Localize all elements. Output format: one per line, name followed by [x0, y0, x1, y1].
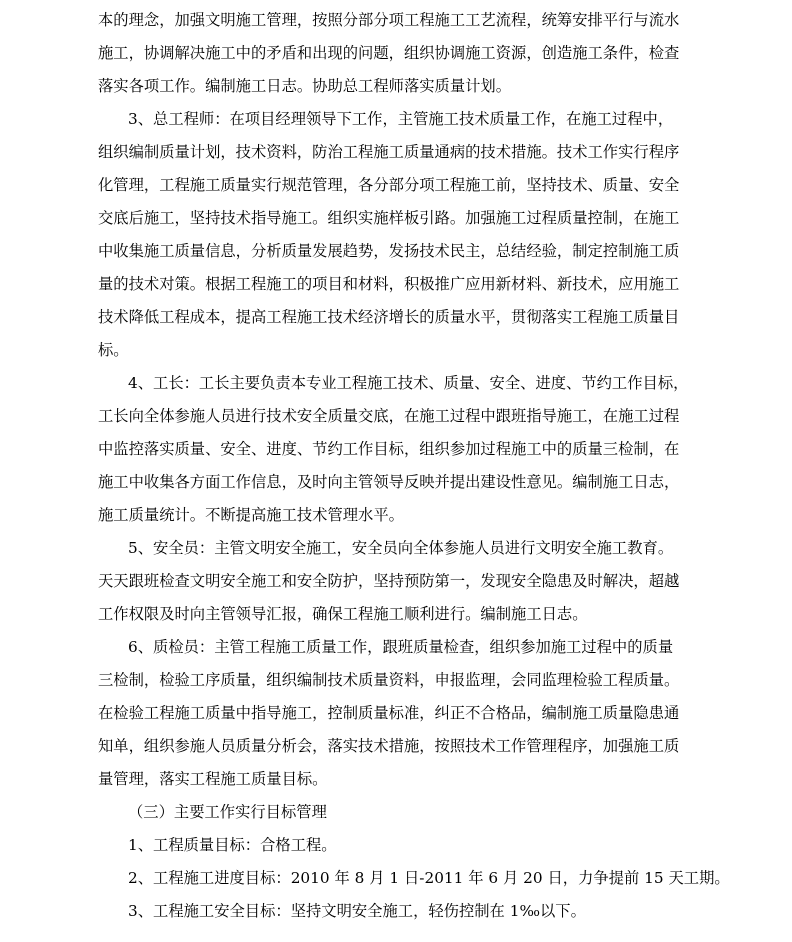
text-line: 在检验工程施工质量中指导施工，控制质量标准，纠正不合格品，编制施工质量隐患通 — [98, 704, 680, 722]
text-line: 5、安全员：主管文明安全施工，安全员向全体参施人员进行文明安全施工教育。 — [128, 539, 674, 557]
target-quality: 1、工程质量目标：合格工程。 — [128, 836, 337, 854]
text-line: 知单，组织参施人员质量分析会，落实技术措施，按照技术工作管理程序，加强施工质 — [98, 737, 680, 755]
text-line: 4、工长：工长主要负责本专业工程施工技术、质量、安全、进度、节约工作目标， — [128, 374, 689, 392]
text-line: 天天跟班检查文明安全施工和安全防护，坚持预防第一，发现安全隐患及时解决，超越 — [98, 572, 680, 590]
text-line: 3、总工程师：在项目经理领导下工作，主管施工技术质量工作，在施工过程中， — [128, 110, 674, 128]
text-line: 中收集施工质量信息，分析质量发展趋势，发扬技术民主，总结经验，制定控制施工质 — [98, 242, 680, 260]
text-line: 中监控落实质量、安全、进度、节约工作目标，组织参加过程施工中的质量三检制，在 — [98, 440, 680, 458]
text-line: 组织编制质量计划，技术资料，防治工程施工质量通病的技术措施。技术工作实行程序 — [98, 143, 680, 161]
text-line: 工作权限及时向主管领导汇报，确保工程施工顺利进行。编制施工日志。 — [98, 605, 588, 623]
text-line: 6、质检员：主管工程施工质量工作，跟班质量检查，组织参加施工过程中的质量 — [128, 638, 674, 656]
text-line: 标。 — [98, 341, 129, 359]
text-line: 施工中收集各方面工作信息，及时向主管领导反映并提出建设性意见。编制施工日志， — [98, 473, 680, 491]
text-line: 三检制，检验工序质量，组织编制技术质量资料，申报监理，会同监理检验工程质量。 — [98, 671, 680, 689]
text-line: 落实各项工作。编制施工日志。协助总工程师落实质量计划。 — [98, 77, 512, 95]
text-line: 量的技术对策。根据工程施工的项目和材料，积极推广应用新材料、新技术，应用施工 — [98, 275, 680, 293]
text-line: 施工，协调解决施工中的矛盾和出现的问题，组织协调施工资源，创造施工条件，检查 — [98, 44, 680, 62]
text-line: 工长向全体参施人员进行技术安全质量交底，在施工过程中跟班指导施工，在施工过程 — [98, 407, 680, 425]
text-line: 化管理，工程施工质量实行规范管理，各分部分项工程施工前，坚持技术、质量、安全 — [98, 176, 680, 194]
text-line: 交底后施工，坚持技术指导施工。组织实施样板引路。加强施工过程质量控制，在施工 — [98, 209, 680, 227]
text-line: 技术降低工程成本，提高工程施工技术经济增长的质量水平，贯彻落实工程施工质量目 — [98, 308, 680, 326]
target-safety: 3、工程施工安全目标：坚持文明安全施工，轻伤控制在 1‰以下。 — [128, 902, 586, 920]
section-heading: （三）主要工作实行目标管理 — [128, 803, 327, 821]
text-line: 施工质量统计。不断提高施工技术管理水平。 — [98, 506, 404, 524]
text-line: 量管理，落实工程施工质量目标。 — [98, 770, 328, 788]
target-schedule: 2、工程施工进度目标：2010 年 8 月 1 日-2011 年 6 月 20 日，力争提前 15 天工期。 — [128, 869, 730, 887]
text-line: 本的理念，加强文明施工管理，按照分部分项工程施工工艺流程，统筹安排平行与流水 — [98, 11, 680, 29]
